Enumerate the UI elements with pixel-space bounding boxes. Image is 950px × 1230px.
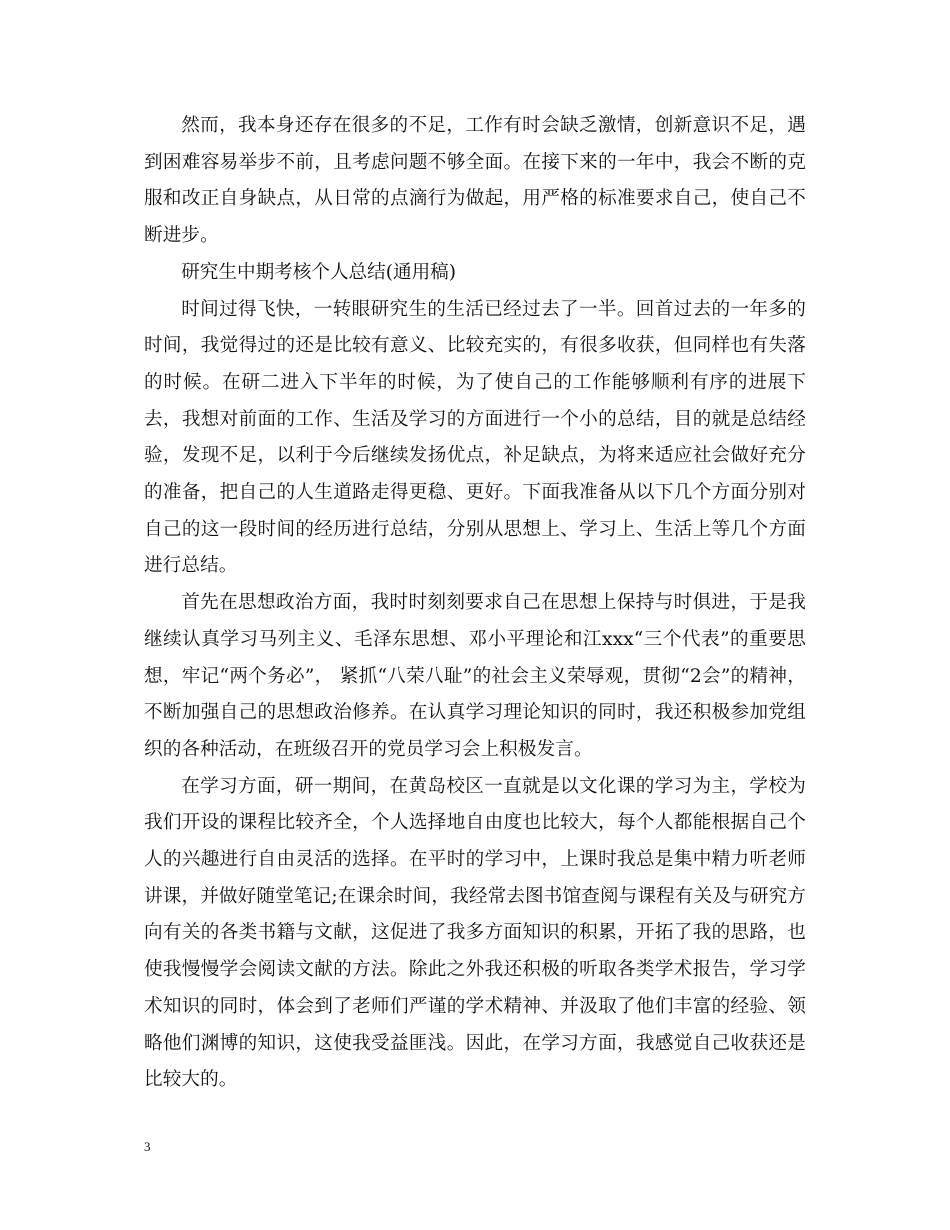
section-title: 研究生中期考核个人总结(通用稿) [181,261,457,283]
document-page [144,108,806,1108]
paragraph-political-thought: 首先在思想政治方面，我时时刻刻要求自己在思想上保持与时俱进，于是我继续认真学习马列主义、毛泽东思想、邓小平理论和江xxx“三个代表”的重要思想，牢记“两个务必”， 紧抓“八荣八耻”的社会主义荣辱观，贯彻“2会”的精神，不断加强自己的思想政治修养。在认真学习理论知识的同时，我还积极参加党组织的各种活动，在班级召开的党员学习会上积极发言。 [144,592,806,760]
paragraph-study: 在学习方面，研一期间，在黄岛校区一直就是以文化课的学习为主，学校为我们开设的课程比较齐全，个人选择地自由度也比较大，每个人都能根据自己个人的兴趣进行自由灵活的选择。在平时的学习中，上课时我总是集中精力听老师讲课，并做好随堂笔记;在课余时间，我经常去图书馆查阅与课程有关及与研究方向有关的各类书籍与文献，这促进了我多方面知识的积累，开拓了我的思路，也使我慢慢学会阅读文献的方法。除此之外我还积极的听取各类学术报告，学习学术知识的同时，体会到了老师们严谨的学术精神、并汲取了他们丰富的经验、领略他们渊博的知识，这使我受益匪浅。因此，在学习方面，我感觉自己收获还是比较大的。 [144,775,806,1091]
paragraph-shortcomings: 然而，我本身还存在很多的不足，工作有时会缺乏激情，创新意识不足，遇到困难容易举步不前，且考虑问题不够全面。在接下来的一年中，我会不断的克服和改正自身缺点，从日常的点滴行为做起，用严格的标准要求自己，使自己不断进步。 [144,115,806,247]
paragraph-introduction: 时间过得飞快，一转眼研究生的生活已经过去了一半。回首过去的一年多的时间，我觉得过的还是比较有意义、比较充实的，有很多收获，但同样也有失落的时候。在研二进入下半年的时候，为了使自己的工作能够顺利有序的进展下去，我想对前面的工作、生活及学习的方面进行一个小的总结，目的就是总结经验，发现不足，以利于今后继续发扬优点，补足缺点，为将来适应社会做好充分的准备，把自己的人生道路走得更稳、更好。下面我准备从以下几个方面分别对自己的这一段时间的经历进行总结，分别从思想上、学习上、生活上等几个方面进行总结。 [144,298,806,577]
page-number: 3 [144,1139,151,1154]
